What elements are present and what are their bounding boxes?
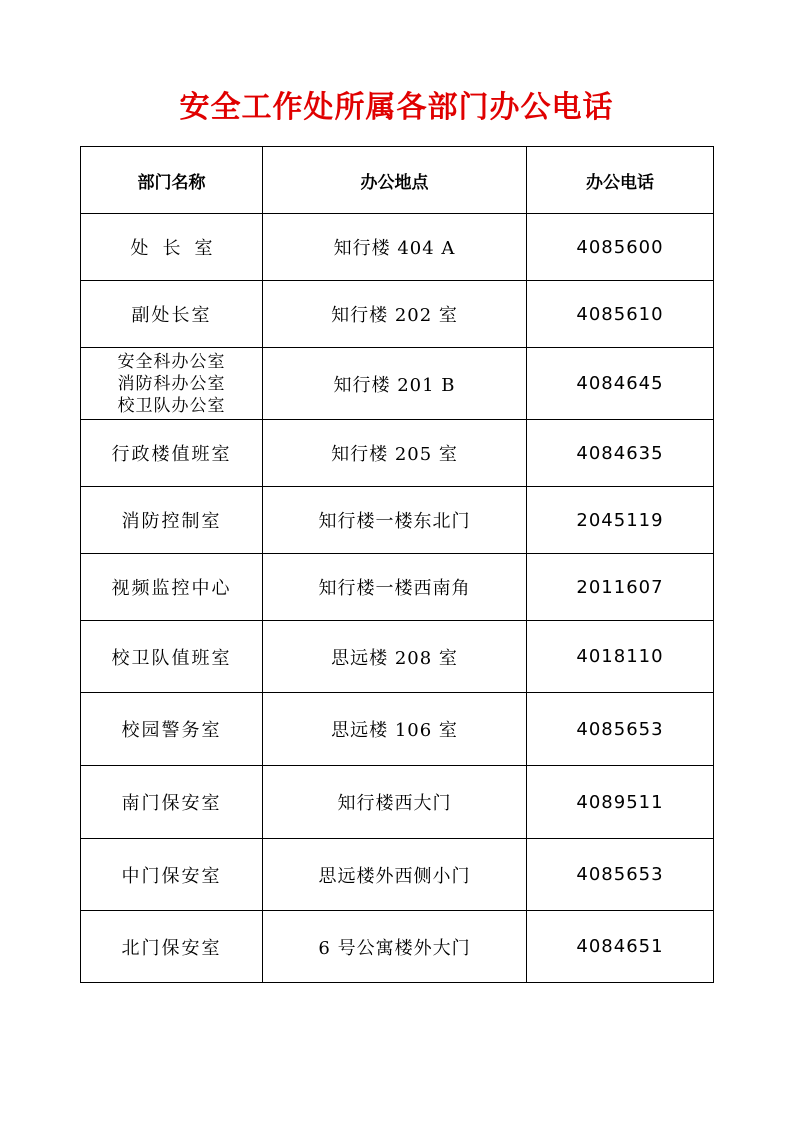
department-cell: 南门保安室 xyxy=(81,766,263,839)
phone-cell: 4085653 xyxy=(527,839,714,911)
location-cell: 思远楼外西侧小门 xyxy=(263,839,527,911)
location-cell: 知行楼一楼西南角 xyxy=(263,554,527,621)
department-cell xyxy=(81,348,263,420)
department-cell xyxy=(81,214,263,281)
location-cell: 6 号公寓楼外大门 xyxy=(263,911,527,983)
table-row xyxy=(81,420,714,487)
table-row xyxy=(81,693,714,766)
location-cell: 知行楼 404 A xyxy=(263,214,527,281)
table-row xyxy=(81,766,714,839)
header-department: 部门名称 xyxy=(81,147,263,214)
department-cell: 视频监控中心 xyxy=(81,554,263,621)
location-cell: 知行楼 201 B xyxy=(263,348,527,420)
phone-cell: 4084635 xyxy=(527,420,714,487)
location-cell: 思远楼 208 室 xyxy=(263,621,527,693)
header-location: 办公地点 xyxy=(263,147,527,214)
phone-cell: 4018110 xyxy=(527,621,714,693)
department-cell: 副处长室 xyxy=(81,281,263,348)
department-name: 安全科办公室 xyxy=(117,351,226,372)
phone-cell: 2045119 xyxy=(527,487,714,554)
phone-cell: 4084651 xyxy=(527,911,714,983)
table-row xyxy=(81,487,714,554)
department-cell: 行政楼值班室 xyxy=(81,420,263,487)
phone-cell: 4085600 xyxy=(527,214,714,281)
department-cell: 中门保安室 xyxy=(81,839,263,911)
department-cell: 北门保安室 xyxy=(81,911,263,983)
phone-cell: 2011607 xyxy=(527,554,714,621)
phone-directory-table xyxy=(80,146,714,983)
phone-cell: 4085653 xyxy=(527,693,714,766)
table-row xyxy=(81,554,714,621)
table-row xyxy=(81,348,714,420)
department-name: 校卫队办公室 xyxy=(117,395,226,416)
department-cell: 校卫队值班室 xyxy=(81,621,263,693)
location-cell: 知行楼一楼东北门 xyxy=(263,487,527,554)
location-cell: 知行楼西大门 xyxy=(263,766,527,839)
table-row xyxy=(81,214,714,281)
location-cell: 思远楼 106 室 xyxy=(263,693,527,766)
department-name: 消防科办公室 xyxy=(117,373,226,394)
page-title: 安全工作处所属各部门办公电话 xyxy=(179,90,614,125)
table-row xyxy=(81,911,714,983)
table-row xyxy=(81,839,714,911)
table-header-row xyxy=(81,147,714,214)
location-cell: 知行楼 205 室 xyxy=(263,420,527,487)
table-row xyxy=(81,281,714,348)
phone-cell: 4089511 xyxy=(527,766,714,839)
department-cell: 消防控制室 xyxy=(81,487,263,554)
phone-cell: 4085610 xyxy=(527,281,714,348)
department-name: 处长室 xyxy=(130,238,227,259)
department-cell: 校园警务室 xyxy=(81,693,263,766)
location-cell: 知行楼 202 室 xyxy=(263,281,527,348)
phone-cell: 4084645 xyxy=(527,348,714,420)
header-phone: 办公电话 xyxy=(527,147,714,214)
table-row xyxy=(81,621,714,693)
